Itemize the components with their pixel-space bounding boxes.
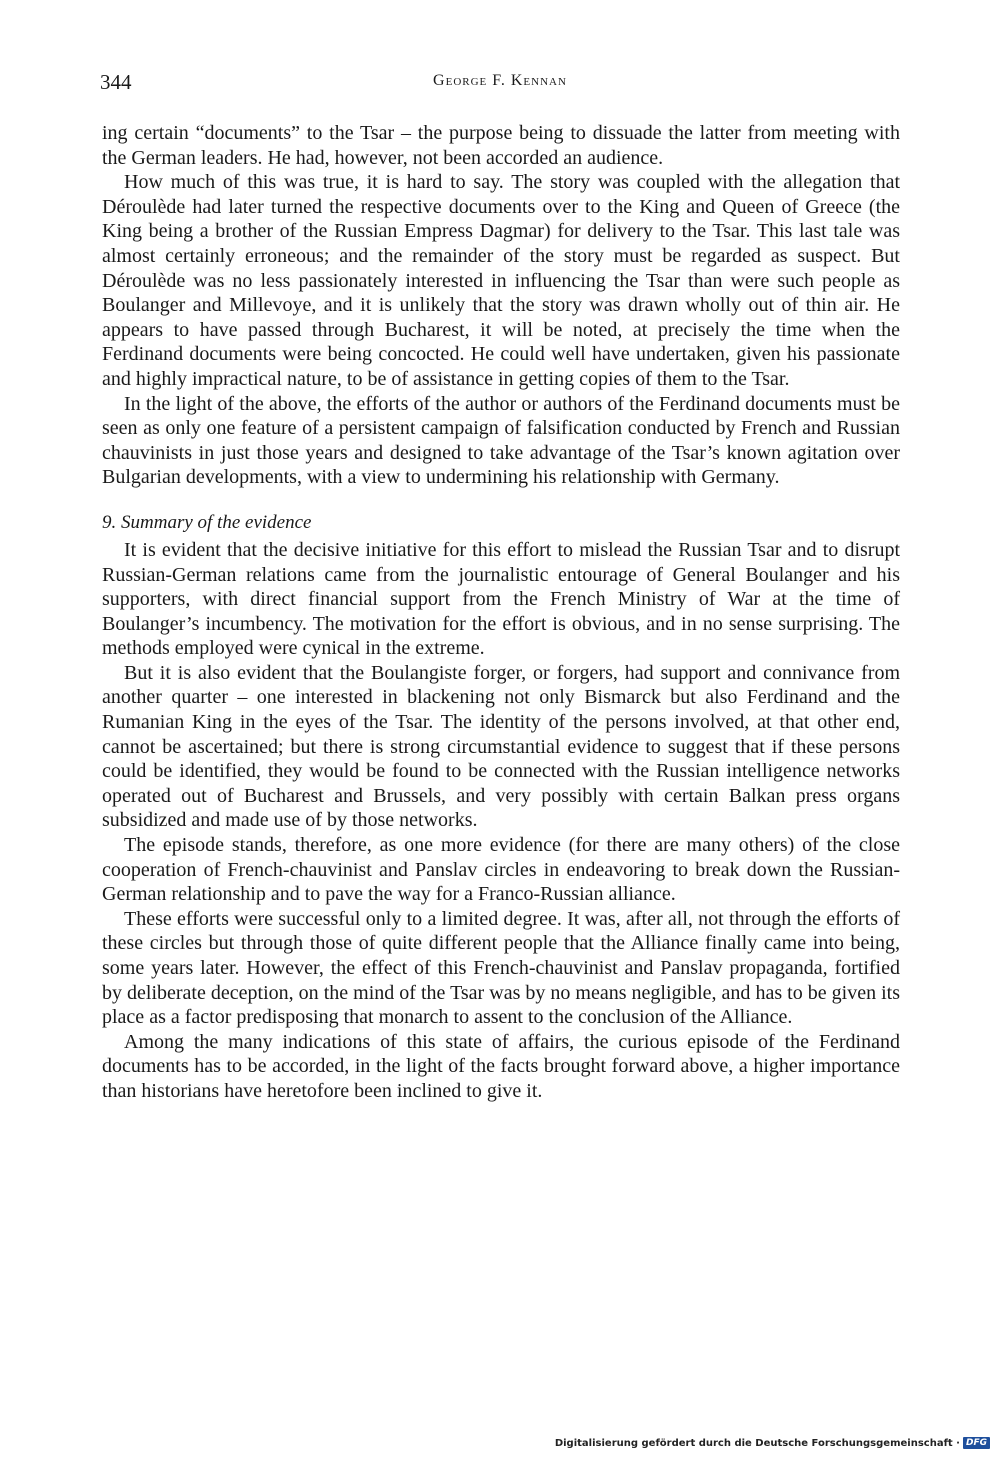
- body-paragraph: These efforts were successful only to a limited degree. It was, after all, not through the efforts of these circles but through those of quite different people that the Alliance finally came into being, some years later. However, the effect of this French-chauvinist and Panslav propaganda, fortified by deliberate deception, on the mind of the Tsar was by no means negligible, and has to be given its place as a factor predisposing that monarch to assent to the conclusion of the Alliance.: [102, 907, 900, 1029]
- body-paragraph: How much of this was true, it is hard to say. The story was coupled with the allegation that Déroulède had later turned the respective documents over to the King and Queen of Greece (the King being a brother of the Russian Empress Dagmar) for delivery to the Tsar. This last tale was almost certainly erroneous; and the remainder of the story must be regarded as suspect. But Déroulède was no less passionately interested in influencing the Tsar than were such people as Boulanger and Millevoye, and it is unlikely that the story was drawn wholly out of thin air. He appears to have passed through Bucharest, it will be noted, at precisely the time when the Ferdinand documents were being concocted. He could well have undertaken, given his passionate and highly impractical nature, to be of assistance in getting copies of them to the Tsar.: [102, 171, 900, 390]
- dfg-logo: DFG: [963, 1437, 990, 1449]
- section-heading: 9. Summary of the evidence: [102, 511, 312, 533]
- digitization-footer: [555, 1437, 990, 1449]
- article-body: [102, 121, 900, 1104]
- page-number: 344: [100, 70, 132, 94]
- page-header: [100, 70, 900, 98]
- running-head: George F. Kennan: [433, 72, 567, 89]
- body-paragraph: But it is also evident that the Boulangiste forger, or forgers, had support and connivance from another quarter – one interested in blackening not only Bismarck but also Ferdinand and the Rumanian King in the eyes of the Tsar. The identity of the persons involved, at that other end, cannot be ascertained; but there is strong circumstantial evidence to suggest that if these persons could be identified, they would be found to be connected with the Russian intelligence networks operated out of Bucharest and Brussels, and very possibly with certain Balkan press organs subsidized and made use of by those networks.: [102, 661, 900, 832]
- body-paragraph: In the light of the above, the efforts of the author or authors of the Ferdinand documents must be seen as only one feature of a persistent campaign of falsification conducted by French and Russian chauvinists in just those years and designed to take advantage of the Tsar’s known agitation over Bulgarian developments, with a view to undermining his relationship with Germany.: [102, 392, 900, 489]
- body-paragraph: The episode stands, therefore, as one more evidence (for there are many others) of the close cooperation of French-chauvinist and Panslav circles in endeavoring to break down the Russian-German relationship and to pave the way for a Franco-Russian alliance.: [102, 834, 900, 906]
- body-paragraph: Among the many indications of this state of affairs, the curious episode of the Ferdinand documents has to be accorded, in the light of the facts brought forward above, a higher importance than historians have heretofore been inclined to give it.: [102, 1030, 900, 1102]
- footer-credit: Digitalisierung gefördert durch die Deutsche Forschungsgemeinschaft ·: [554, 1437, 960, 1449]
- body-paragraph: It is evident that the decisive initiative for this effort to mislead the Russian Tsar and to disrupt Russian-German relations came from the journalistic entourage of General Boulanger and his supporters, with direct financial support from the French Ministry of War at the time of Boulanger’s incumbency. The motivation for the effort is obvious, and in no sense surprising. The methods employed were cynical in the extreme.: [102, 538, 900, 660]
- body-paragraph: ing certain “documents” to the Tsar – the purpose being to dissuade the latter from meeting with the German leaders. He had, however, not been accorded an audience.: [102, 122, 900, 169]
